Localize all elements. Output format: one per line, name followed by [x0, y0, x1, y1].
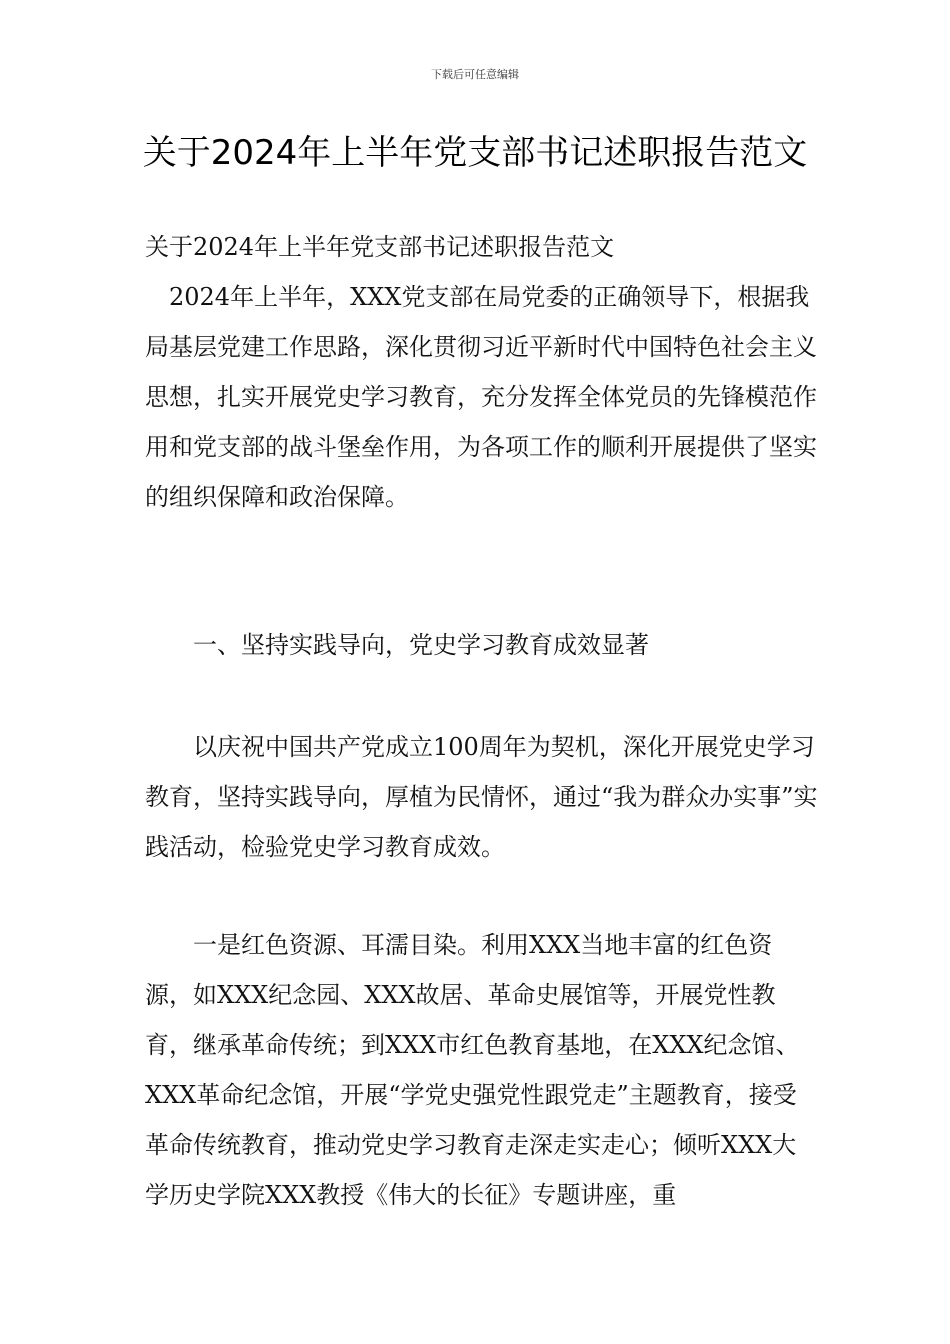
intro-paragraph: 2024年上半年，XXX党支部在局党委的正确领导下，根据我局基层党建工作思路，深化贯彻习近平新时代中国特色社会主义思想，扎实开展党史学习教育，充分发挥全体党员的先锋模范作用和党支部的战斗堡垒作用，为各项工作的顺利开展提供了坚实的组织保障和政治保障。 [145, 283, 817, 511]
watermark-text: 下载后可任意编辑 [431, 68, 519, 81]
section-heading-1: 一、坚持实践导向，党史学习教育成效显著 [193, 631, 649, 659]
document-subtitle: 关于2024年上半年党支部书记述职报告范文 [145, 233, 615, 261]
section-1-paragraph-1: 以庆祝中国共产党成立100周年为契机，深化开展党史学习教育，坚持实践导向，厚植为民情怀，通过“我为群众办实事”实践活动，检验党史学习教育成效。 [145, 733, 818, 861]
section-1-paragraph-2: 一是红色资源、耳濡目染。利用XXX当地丰富的红色资源，如XXX纪念园、XXX故居、革命史展馆等，开展党性教育，继承革命传统；到XXX市红色教育基地，在XXX纪念馆、XXX革命纪念馆，开展“学党史强党性跟党走”主题教育，接受革命传统教育，推动党史学习教育走深走实走心；倾听XXX大学历史学院XXX教授《伟大的长征》专题讲座，重 [145, 931, 800, 1209]
document-title: 关于2024年上半年党支部书记述职报告范文 [142, 133, 808, 173]
